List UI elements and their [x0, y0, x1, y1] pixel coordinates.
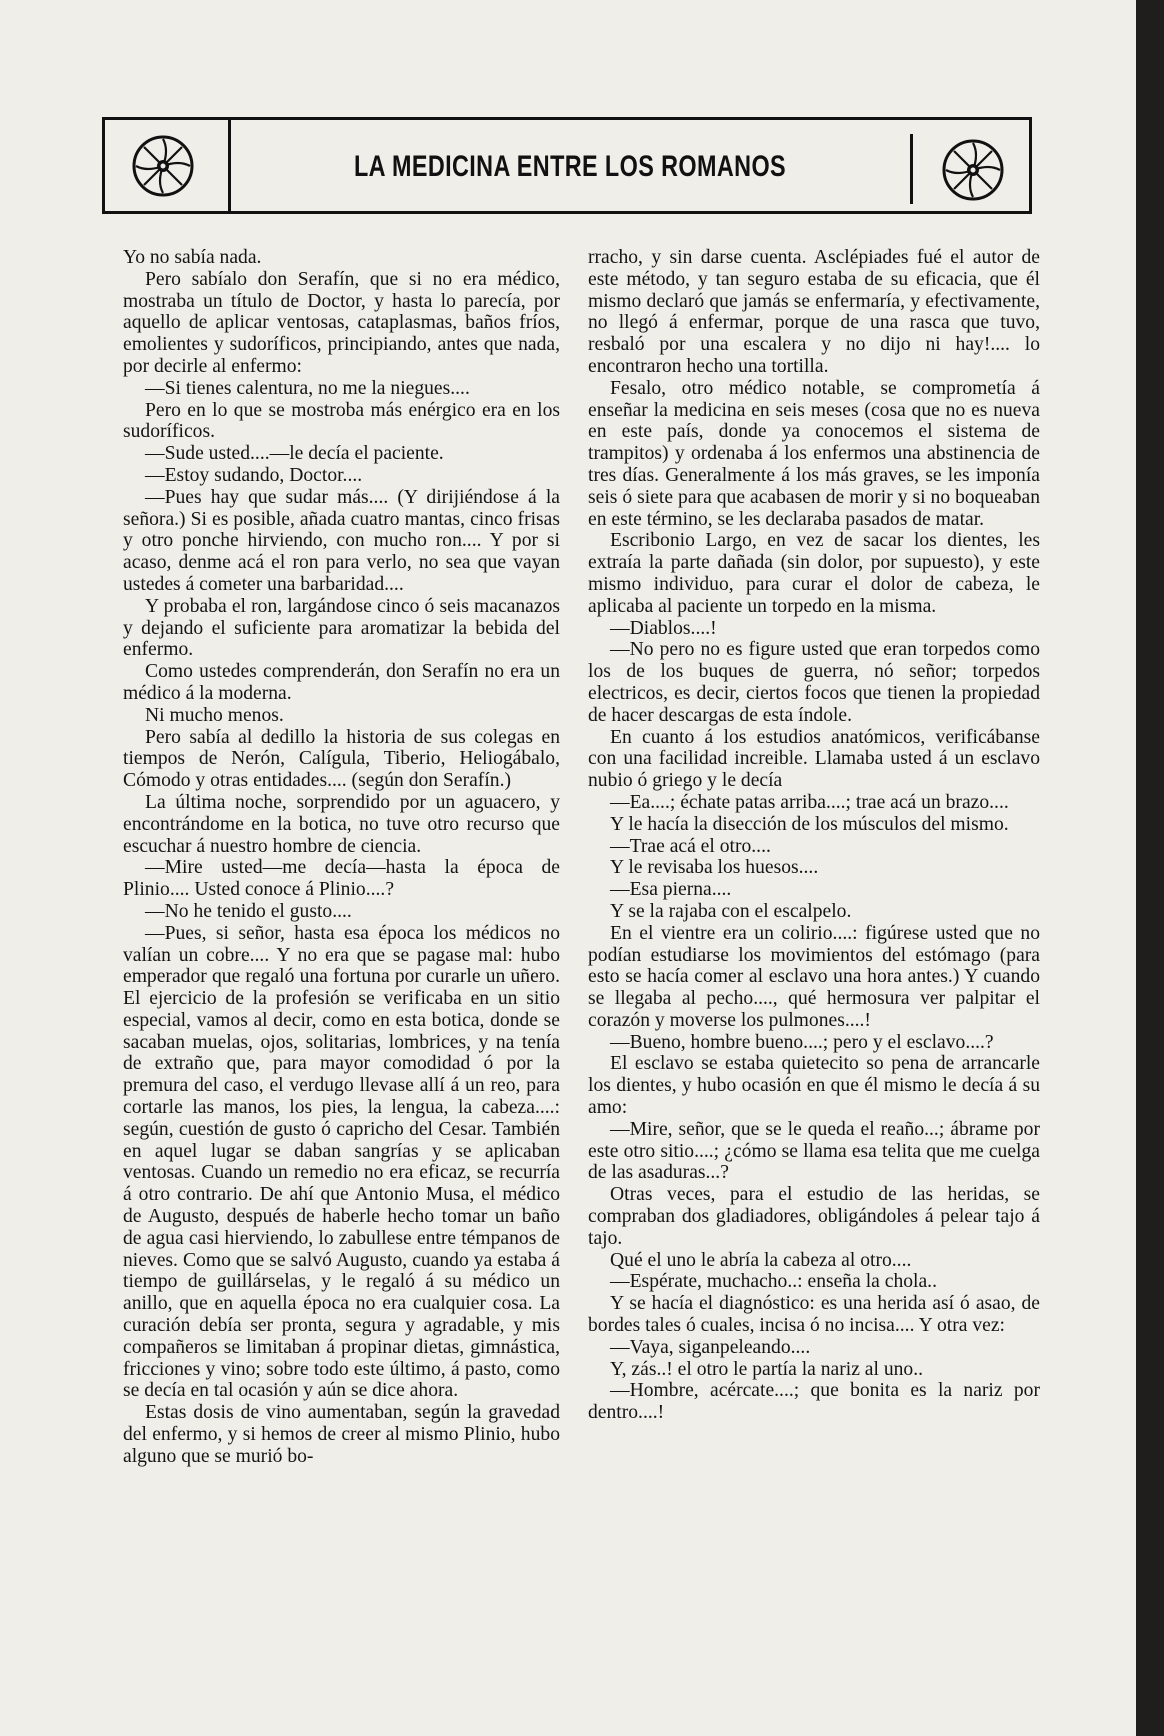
- pinwheel-flower-icon: [131, 134, 195, 198]
- dialogue-line: —Esa pierna....: [610, 879, 732, 901]
- paragraph: Estas dosis de vino aumentaban, según la gravedad del enfermo, y si hemos de creer al mismo Plinio, hubo alguno que se murió bo-: [123, 1402, 560, 1467]
- paragraph: Escribonio Largo, en vez de sacar los dientes, les extraía la parte dañada (sin dolor, por supuesto), y este mismo individuo, para curar el dolor de cabeza, le aplicaba al paciente un torpedo en la misma.: [588, 530, 1040, 617]
- title-banner: [102, 117, 1032, 214]
- dialogue-line: —Trae acá el otro....: [610, 835, 771, 857]
- banner-divider: [228, 120, 231, 211]
- paragraph: rracho, y sin darse cuenta. Asclépiades fué el autor de este método, y tan seguro estaba de su eficacia, que él mismo declaró que jamás se enfermaría, y efectivamente, no llegó á enfermar, porque de una rasca que tuvo, resbaló por una escalera y no dijo ni hay!.... lo encontraron hecho una tortilla.: [588, 247, 1040, 377]
- paragraph: Ni mucho menos.: [145, 704, 284, 726]
- banner-divider: [910, 134, 913, 204]
- dialogue-line: —Mire, señor, que se le queda el reaño...; ábrame por este otro sitio....; ¿cómo se llama esa telita que me cuelga de las asaduras...?: [588, 1118, 1040, 1184]
- article-title: LA MEDICINA ENTRE LOS ROMANOS: [353, 150, 787, 183]
- dialogue-line: —No pero no es figure usted que eran torpedos como los de los buques de guerra, nó señor; torpedos electricos, es decir, ciertos focos que tienen la propiedad de hacer descargas de esta índole.: [588, 639, 1040, 726]
- paragraph: Y se la rajaba con el escalpelo.: [610, 900, 852, 922]
- dialogue-line: —No he tenido el gusto....: [145, 900, 352, 922]
- paragraph: Otras veces, para el estudio de las heridas, se compraban dos gladiadores, obligándoles á pelear tajo á tajo.: [588, 1184, 1040, 1249]
- left-column: [123, 247, 560, 1468]
- paragraph: El esclavo se estaba quietecito so pena de arrancarle los dientes, y hubo ocasión en que él mismo le decía á su amo:: [588, 1053, 1040, 1119]
- paragraph: La última noche, sorprendido por un aguacero, y encontrándome en la botica, no tuve otro recurso que escuchar á nuestro hombre de ciencia.: [123, 791, 560, 857]
- paragraph: Pero en lo que se mostroba más enérgico era en los sudoríficos.: [123, 399, 560, 443]
- dialogue-line: —Mire usted—me decía—hasta la época de Plinio.... Usted conoce á Plinio....?: [123, 857, 560, 901]
- dialogue-line: —Pues hay que sudar más.... (Y dirijiéndose á la señora.) Si es posible, añada cuatro mantas, cinco frisas y otro ponche hirviendo, con mucho ron.... Y por si acaso, denme acá el ron para verlo, no sea que vayan ustedes á cometer una barbaridad....: [123, 486, 560, 595]
- paragraph: Yo no sabía nada.: [123, 247, 262, 268]
- pinwheel-flower-icon: [941, 138, 1005, 202]
- dialogue-line: —Ea....; échate patas arriba....; trae acá un brazo....: [610, 791, 1009, 813]
- dialogue-line: —Sude usted....—le decía el paciente.: [145, 443, 444, 465]
- right-column: [588, 247, 1040, 1424]
- dialogue-line: —Vaya, siganpeleando....: [610, 1336, 811, 1358]
- page-edge-shadow: [1136, 0, 1164, 1736]
- dialogue-line: —Diablos....!: [610, 617, 717, 639]
- dialogue-line: —Bueno, hombre bueno....; pero y el esclavo....?: [610, 1031, 994, 1053]
- paragraph: Fesalo, otro médico notable, se comprometía á enseñar la medicina en seis meses (cosa que no es nueva en este país, donde ya conocemos el sistema de trampitos) y ordenaba á los enfermos una abstinencia de tres días. Generalmente á los más graves, se les imponía seis ó siete para que acabasen de morir y si no boqueaban en este término, se les declaraba pasados de matar.: [588, 377, 1040, 530]
- paragraph: En el vientre era un colirio....: figúrese usted que no podían estudiarse los movimientos del estómago (para esto se hacía comer al esclavo una hora antes.) Y cuando se llegaba al pecho...., qué hermosura ver palpitar el corazón y moverse los pulmones....!: [588, 922, 1040, 1031]
- paragraph: Como ustedes comprenderán, don Serafín no era un médico á la moderna.: [123, 661, 560, 704]
- dialogue-line: —Pues, si señor, hasta esa época los médicos no valían un cobre.... Y no era que se pagase mal: hubo emperador que regaló una fortuna por curarle un uñero. El ejercicio de la profesión se verificaba en un sitio especial, vamos al decir, como en esta botica, donde se sacaban muelas, ojos, solitarias, lombrices, y na tenía de extraño que, para mayor comodidad ó por la premura del caso, el verdugo llevase allí á un reo, para cortarle las manos, los pies, la lengua, la cabeza....: según, cuestión de gusto ó capricho del Cesar. También en aquel lugar se daban sangrías y se aplicaban ventosas. Cuando un remedio no era eficaz, se recurría á otro contrario. De ahí que Antonio Musa, el médico de Augusto, después de haberle hecho tomar un baño de agua casi hierviendo, lo zabullese entre témpanos de nieves. Como que se salvó Augusto, cuando ya estaba á tiempo de guillárselas, y le regaló á su médico un anillo, que en aquella época no era cualquier cosa. La curación debía ser pronta, segura y agradable, y mis compañeros se limitaban á propinar dietas, gimnástica, fricciones y vino; sobre todo este último, á pasto, como se decía en tal ocasión y aún se dice ahora.: [123, 922, 560, 1402]
- paragraph: Y, zás..! el otro le partía la nariz al uno..: [610, 1358, 924, 1380]
- paragraph: En cuanto á los estudios anatómicos, verificábanse con una facilidad increible. Llamaba usted á un esclavo nubio ó griego y le decía: [588, 726, 1040, 792]
- paragraph: Y se hacía el diagnóstico: es una herida así ó asao, de bordes tales ó cuales, incisa ó no incisa.... Y otra vez:: [588, 1293, 1040, 1337]
- paragraph: Qué el uno le abría la cabeza al otro....: [610, 1249, 912, 1271]
- dialogue-line: —Si tienes calentura, no me la niegues....: [145, 377, 470, 399]
- paragraph: Pero sabíalo don Serafín, que si no era médico, mostraba un título de Doctor, y hasta lo parecía, por aquello de aplicar ventosas, cataplasmas, baños fríos, emolientes y sudoríficos, principiando, antes que nada, por decirle al enfermo:: [123, 268, 560, 377]
- paragraph: Y le hacía la disección de los músculos del mismo.: [610, 813, 1009, 835]
- paragraph: Pero sabía al dedillo la historia de sus colegas en tiempos de Nerón, Calígula, Tiberio, Heliogábalo, Cómodo y otras entidades.... (según don Serafín.): [123, 726, 560, 792]
- dialogue-line: —Hombre, acércate....; que bonita es la nariz por dentro....!: [588, 1380, 1040, 1424]
- paragraph: Y probaba el ron, largándose cinco ó seis macanazos y dejando el suficiente para aromatizar la bebida del enfermo.: [123, 595, 560, 661]
- dialogue-line: —Espérate, muchacho..: enseña la chola..: [610, 1271, 937, 1293]
- dialogue-line: —Estoy sudando, Doctor....: [145, 464, 363, 486]
- paragraph: Y le revisaba los huesos....: [610, 857, 819, 879]
